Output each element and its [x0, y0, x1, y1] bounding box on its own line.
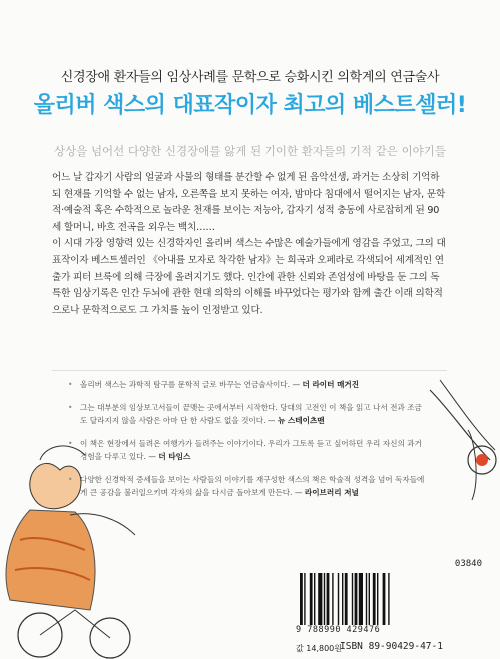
barcode-bar — [369, 573, 370, 625]
barcode-digits: 9 788990 429476 — [296, 625, 381, 635]
barcode-bar — [377, 573, 378, 625]
bullet-icon: • — [68, 474, 73, 484]
barcode-bar — [352, 573, 353, 625]
bullet-icon: • — [68, 402, 73, 412]
description-paragraph-2: 이 시대 가장 영향력 있는 신경학자인 올리버 색스는 수많은 예술가들에게 영감을 주었고, 그의 대표작이자 베스트셀러인 《아내를 모자로 착각한 남자》는 희곡과 오페라로 각색되어 세계적인 연출가 피터 브룩에 의해 극장에 올려지기도 했다. 인간에 관한 신뢰와 존엄성에 바탕을 둔 그의 독특한 임상기록은 인간 두뇌에 관한 현대 의학의 이해를 바꾸었다는 평가와 함께 출간 이래 의학적으로나 문학적으로도 그 가치를 높이 인정받고 있다. — [52, 238, 446, 316]
review-source: 뉴 스테이츠맨 — [277, 416, 325, 425]
description-paragraph-1: 어느 날 갑자기 사람의 얼굴과 사물의 형태를 분간할 수 없게 된 음악선생, 과거는 소상히 기억하되 현재를 기억할 수 없는 남자, 오른쪽을 보지 못하는 여자, 밤마다 침대에서 떨어지는 남자, 문학적·예술적 혹은 수학적으로 놀라운 천재를 보이는 저능아, 갑자기 성적 충동에 사로잡히게 된 90세 할머니, 바흐 전곡을 외우는 백치…… — [52, 172, 446, 233]
barcode-bar — [388, 573, 389, 625]
barcode-bar — [324, 573, 325, 625]
price-label: 값 14,800원 — [296, 644, 342, 653]
barcode-bar — [366, 573, 367, 625]
barcode-bar — [383, 573, 386, 625]
barcode-bar — [338, 573, 339, 625]
review-list — [68, 378, 428, 509]
review-text: 다양한 신경학적 증세들을 보이는 사람들의 이야기를 재구성한 색스의 책은 학술적 성격을 넘어 독자들에게 큰 공감을 불러일으키며 각자의 삶을 다시금 돌아보게 만든다. — — [80, 474, 425, 497]
review-source: 더 라이터 매거진 — [302, 380, 360, 389]
barcode-bar — [359, 573, 363, 625]
barcode-block — [296, 559, 482, 639]
barcode-bar — [373, 573, 376, 625]
barcode-bar — [355, 573, 358, 625]
review-item — [68, 378, 428, 392]
barcode-bar — [310, 573, 313, 625]
sketch-bike-illustration — [420, 370, 500, 510]
book-tagline: 신경장애 환자들의 임상사례를 문학으로 승화시킨 의학계의 연금술사 — [60, 70, 440, 85]
bullet-icon: • — [68, 438, 73, 448]
book-headline: 올리버 색스의 대표작이자 최고의 베스트셀러! — [33, 93, 467, 118]
review-text: 그는 대부분의 임상보고서들이 끝맺는 곳에서부터 시작한다. 당대의 고전인 이 책을 읽고 나서 전과 조금도 달라지지 않을 사람은 아마 단 한 사람도 없을 것이다. — — [80, 402, 422, 425]
barcode-bar — [314, 573, 315, 625]
review-item — [68, 473, 428, 500]
barcode-bar — [304, 573, 305, 625]
description-block — [52, 170, 447, 319]
book-subtitle: 상상을 넘어선 다양한 신경장애를 앓게 된 기이한 환자들의 기적 같은 이야기들 — [53, 144, 447, 158]
barcode-addon: 03840 — [454, 559, 482, 569]
review-text: 올리버 색스는 과학적 탐구를 문학적 글로 바꾸는 연금술사이다. — — [80, 380, 303, 389]
review-item — [68, 437, 428, 464]
barcode-bars — [296, 573, 482, 625]
barcode-bar — [327, 573, 330, 625]
isbn-label: ISBN 89-90429-47-1 — [340, 641, 443, 652]
section-divider — [52, 370, 447, 371]
barcode-bar — [318, 573, 322, 625]
review-source: 라이브러리 저널 — [304, 488, 359, 497]
barcode-bar — [300, 573, 303, 625]
barcode-bar — [345, 573, 348, 625]
review-text: 이 책은 현장에서 들려온 여행가가 들려주는 이야기이다. 우리가 그토록 듣고 싶어하던 우리 자신의 과거 경험을 다루고 있다. — — [80, 438, 422, 461]
barcode-bar — [342, 573, 343, 625]
review-item — [68, 401, 428, 428]
review-source: 더 타임스 — [158, 452, 191, 461]
bullet-icon: • — [68, 380, 73, 389]
barcode-bar — [332, 573, 333, 625]
